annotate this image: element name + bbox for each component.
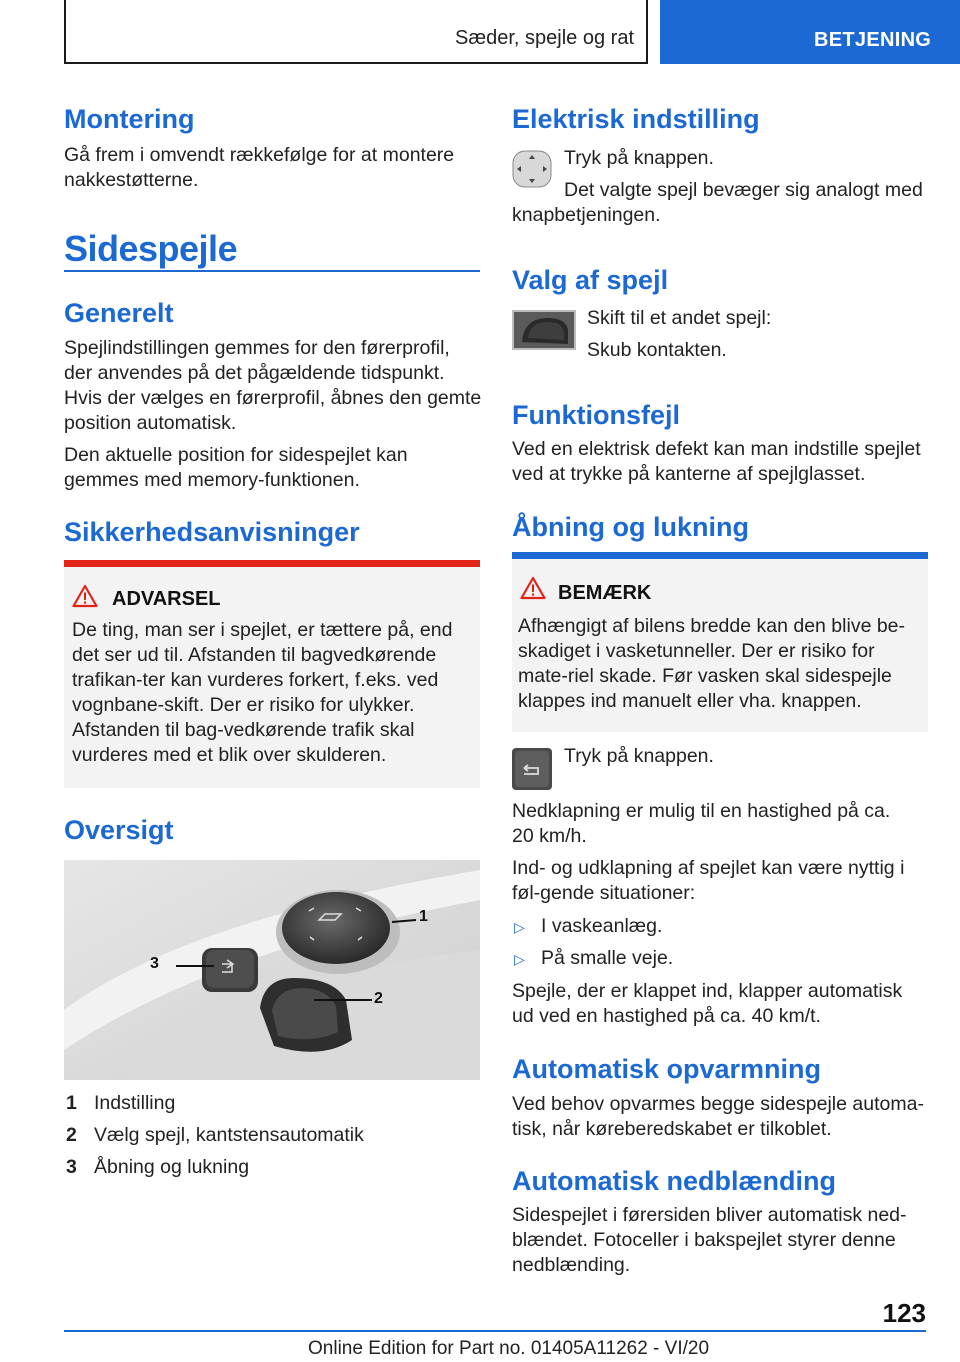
nedklap-text: Nedklapning er mulig til en hastighed på ca. 20 km/h. [512, 800, 891, 847]
mirror-adjust-button-icon [512, 150, 552, 188]
sikkerhed-heading: Sikkerhedsanvisninger [64, 517, 360, 547]
legend-text-2: Vælg spejl, kantstensautomatik [94, 1124, 364, 1146]
header-section-tab [64, 0, 648, 64]
note-title: BEMÆRK [558, 582, 652, 604]
sidespejle-rule [64, 270, 480, 272]
nedblaend-text: Sidespejlet i førersiden bliver automatisk ned-blændet. Fotoceller i bakspejlet styrer denne nedblænding. [512, 1204, 907, 1276]
elektrisk-line-2a: Det valgte spejl bevæger sig analogt med [564, 179, 923, 201]
warning-text: De ting, man ser i spejlet, er tættere på, end det ser ud til. Afstanden til bagvedkørende trafikan-ter kan vurderes forkert, f.eks. ved vognbane-skift. Der er risiko for ulykker. Afstanden til bag-vedkørende trafik skal vurderes med et blik over skulderen. [72, 619, 453, 766]
elektrisk-line-1: Tryk på knappen. [564, 147, 714, 169]
header-chapter-tab [660, 0, 960, 64]
legend-text-1: Indstilling [94, 1092, 176, 1114]
note-triangle-icon [520, 576, 546, 600]
aabning-heading: Åbning og lukning [512, 512, 749, 542]
warning-box [64, 560, 480, 788]
nedblaend-heading: Automatisk nedblænding [512, 1166, 836, 1196]
valg-line-2: Skub kontakten. [587, 339, 727, 361]
fold-tryk-text: Tryk på knappen. [564, 745, 714, 767]
bullet-text-2: På smalle veje. [541, 947, 674, 969]
footer-edition: Online Edition for Part no. 01405A11262 - VI/20 [308, 1338, 710, 1359]
montering-heading: Montering [64, 104, 195, 134]
mirror-fold-button-icon [512, 748, 552, 790]
legend-text-3: Åbning og lukning [94, 1156, 250, 1178]
legend-num-3: 3 [66, 1156, 77, 1178]
warning-title: ADVARSEL [112, 588, 221, 610]
callout-1: 1 [419, 908, 428, 925]
generelt-heading: Generelt [64, 298, 174, 328]
legend-num-2: 2 [66, 1124, 77, 1146]
footer-rule [64, 1330, 926, 1332]
note-box [512, 552, 928, 732]
header-chapter-title: BETJENING [814, 29, 932, 51]
opvarm-heading: Automatisk opvarmning [512, 1054, 822, 1084]
mirror-select-switch-icon [512, 310, 576, 350]
callout-2: 2 [374, 990, 383, 1007]
legend-num-1: 1 [66, 1092, 77, 1114]
callout-3: 3 [150, 955, 159, 972]
note-text: Afhængigt af bilens bredde kan den blive be-skadiget i vasketunneller. Der er risiko for mate-riel skade. Før vasken skal sidespejle klappes ind manuelt eller vha. knappen. [518, 615, 906, 712]
oversigt-heading: Oversigt [64, 815, 174, 845]
header-section-title: Sæder, spejle og rat [455, 27, 634, 49]
warning-bar [64, 560, 480, 567]
spejle-ud-text: Spejle, der er klappet ind, klapper automatisk ud ved en hastighed på ca. 40 km/t. [512, 980, 903, 1027]
funktionsfejl-heading: Funktionsfejl [512, 400, 680, 430]
funktionsfejl-text: Ved en elektrisk defekt kan man indstille spejlet ved at trykke på kanterne af spejlglasset. [512, 438, 921, 485]
valg-heading: Valg af spejl [512, 265, 669, 295]
elektrisk-heading: Elektrisk indstilling [512, 104, 760, 134]
mirror-controls-illustration [64, 860, 480, 1080]
bullet-marker-1: ▷ [514, 919, 525, 935]
bullet-text-1: I vaskeanlæg. [541, 915, 663, 937]
elektrisk-line-2b: knapbetjeningen. [512, 204, 661, 226]
sidespejle-heading: Sidespejle [64, 228, 238, 269]
indud-text: Ind- og udklapning af spejlet kan være nyttig i føl-gende situationer: [512, 857, 905, 904]
montering-text: Gå frem i omvendt rækkefølge for at montere nakkestøtterne. [64, 144, 455, 191]
generelt-text-1: Spejlindstillingen gemmes for den førerprofil, der anvendes på det pågældende tidspunkt. Hvis der vælges en førerprofil, åbnes den gemte position automatisk. [64, 337, 482, 434]
warning-triangle-icon [72, 584, 98, 608]
page-number: 123 [882, 1298, 926, 1328]
bullet-marker-2: ▷ [514, 951, 525, 967]
valg-line-1: Skift til et andet spejl: [587, 307, 772, 329]
opvarm-text: Ved behov opvarmes begge sidespejle automa-tisk, når køreberedskabet er tilkoblet. [512, 1093, 924, 1140]
note-bar [512, 552, 928, 559]
generelt-text-2: Den aktuelle position for sidespejlet kan gemmes med memory-funktionen. [64, 444, 408, 491]
